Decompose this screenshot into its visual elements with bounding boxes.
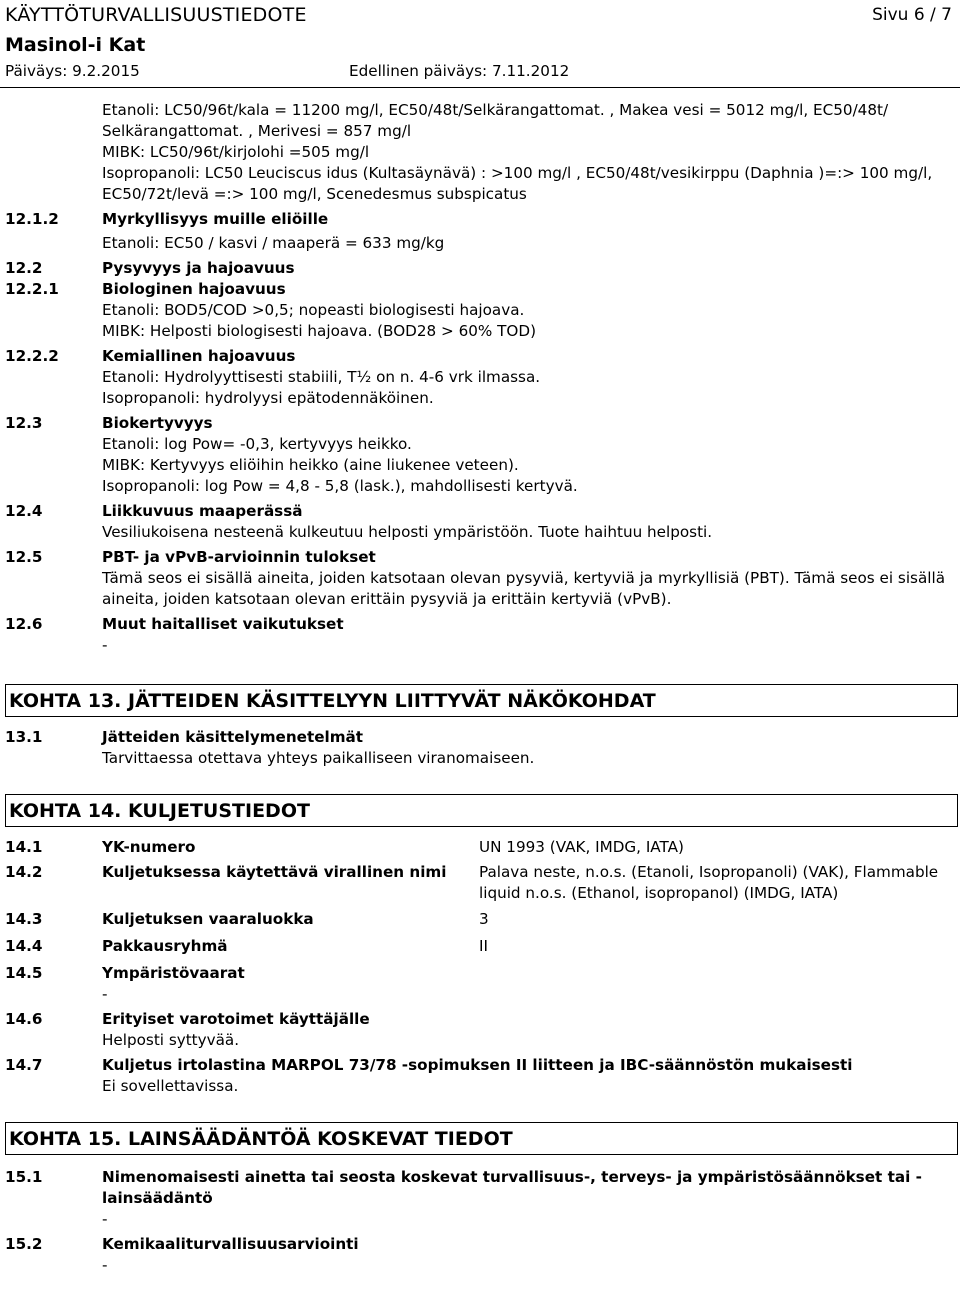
section-content — [102, 1055, 853, 1097]
product-name: Masinol-i Kat — [5, 34, 146, 56]
section-number: 14.6 — [5, 1010, 43, 1028]
document-title: KÄYTTÖTURVALLISUUSTIEDOTE — [5, 4, 307, 26]
section-heading: Biologinen hajoavuus — [102, 280, 286, 298]
section-value: Helposti syttyvää. — [102, 1031, 240, 1049]
section-15-1 — [5, 1167, 960, 1230]
section-content — [102, 209, 444, 254]
section-number: 12.5 — [5, 548, 43, 566]
text-line: EC50/72t/levä =:> 100 mg/l, Scenedesmus subspicatus — [102, 185, 527, 203]
section-12-2-2 — [5, 346, 960, 409]
section-heading: Liikkuvuus maaperässä — [102, 502, 303, 520]
section-content — [102, 547, 960, 610]
section-12-5 — [5, 547, 960, 610]
section-13-banner: KOHTA 13. JÄTTEIDEN KÄSITTELYYN LIITTYVÄT NÄKÖKOHDAT — [5, 684, 958, 717]
section-content — [102, 1167, 942, 1230]
section-heading: Biokertyvyys — [102, 414, 213, 432]
section-number: 13.1 — [5, 728, 43, 746]
previous-date: Edellinen päiväys: 7.11.2012 — [349, 62, 570, 80]
section-12-3 — [5, 413, 960, 497]
section-content — [102, 614, 344, 656]
section-heading: Jätteiden käsittelymenetelmät — [102, 728, 364, 746]
section-12-6 — [5, 614, 960, 656]
section-content — [102, 413, 578, 497]
section-content — [102, 346, 540, 409]
row-label: Kuljetuksessa käytettävä virallinen nimi — [102, 863, 447, 881]
row-value: Palava neste, n.o.s. (Etanoli, Isopropanoli) (VAK), Flammable liquid n.o.s. (Ethanol, isopropanol) (IMDG, IATA) — [479, 863, 939, 902]
text-line: Etanoli: Hydrolyyttisesti stabiili, T½ on n. 4-6 vrk ilmassa. — [102, 368, 541, 386]
row-label: YK-numero — [102, 838, 196, 856]
section-14-5 — [5, 963, 960, 1005]
section-12-4 — [5, 501, 960, 543]
page-header — [5, 2, 952, 81]
date-row — [5, 61, 952, 81]
section-number: 15.2 — [5, 1235, 43, 1253]
section-heading: Myrkyllisyys muille eliöille — [102, 210, 329, 228]
transport-table — [5, 837, 960, 957]
transport-row — [5, 862, 960, 904]
section-number: 15.1 — [5, 1168, 43, 1186]
section-heading: PBT- ja vPvB-arvioinnin tulokset — [102, 548, 376, 566]
text-line: Etanoli: EC50 / kasvi / maaperä = 633 mg/kg — [102, 234, 445, 252]
section-content — [102, 727, 534, 769]
section-number: 12.1.2 — [5, 210, 59, 228]
section-number: 14.5 — [5, 964, 43, 982]
text-line: Isopropanoli: LC50 Leuciscus idus (Kultasäynävä) : >100 mg/l , EC50/48t/vesikirppu (Daphnia )=:> 100 mg/l, — [102, 164, 933, 182]
text-line: MIBK: LC50/96t/kirjolohi =505 mg/l — [102, 143, 370, 161]
text-line: Tarvittaessa otettava yhteys paikalliseen viranomaiseen. — [102, 749, 535, 767]
section-heading: Muut haitalliset vaikutukset — [102, 615, 344, 633]
section-number: 12.3 — [5, 414, 43, 432]
section-12-2-1 — [5, 279, 960, 342]
header-divider — [0, 87, 960, 88]
section-value: - — [102, 1210, 108, 1228]
section-heading: Kemikaaliturvallisuusarviointi — [102, 1235, 359, 1253]
page-number: Sivu 6 / 7 — [872, 5, 952, 25]
text-line: MIBK: Helposti biologisesti hajoava. (BOD28 > 60% TOD) — [102, 322, 537, 340]
row-value: 3 — [479, 910, 489, 928]
section-value: - — [102, 1256, 108, 1274]
section-text: Tämä seos ei sisällä aineita, joiden katsotaan olevan pysyviä, kertyviä ja myrkyllisiä (PBT). Tämä seos ei sisällä aineita, joiden katsotaan olevan erittäin pysyviä ja erittäin kertyviä (vPvB). — [102, 569, 946, 608]
section-12-1-2 — [5, 209, 960, 254]
transport-row — [5, 909, 960, 930]
section-12-2 — [5, 258, 960, 279]
section-content — [102, 279, 536, 342]
section-content — [102, 1009, 370, 1051]
section-content — [102, 963, 245, 1005]
section-number: 12.2.1 — [5, 280, 59, 298]
section-content — [102, 501, 712, 543]
section-15-2 — [5, 1234, 960, 1276]
text-line: MIBK: Kertyvyys eliöihin heikko (aine liukenee veteen). — [102, 456, 519, 474]
section-heading: Pysyvyys ja hajoavuus — [102, 259, 295, 277]
text-line: Etanoli: LC50/96t/kala = 11200 mg/l, EC50/48t/Selkärangattomat. , Makea vesi = 5012 mg/l, EC50/48t/ — [102, 101, 889, 119]
section-number: 12.6 — [5, 615, 43, 633]
section-number: 12.2.2 — [5, 347, 59, 365]
section-content — [102, 1234, 359, 1276]
section-14-6 — [5, 1009, 960, 1051]
document-body — [5, 100, 960, 1276]
row-value: II — [479, 937, 488, 955]
section-number: 12.4 — [5, 502, 43, 520]
row-label: Kuljetuksen vaaraluokka — [102, 910, 314, 928]
row-number: 14.3 — [5, 910, 43, 928]
section-value: - — [102, 985, 108, 1003]
section-value: - — [102, 636, 108, 654]
row-value: UN 1993 (VAK, IMDG, IATA) — [479, 838, 684, 856]
text-line: Isopropanoli: log Pow = 4,8 - 5,8 (lask.), mahdollisesti kertyvä. — [102, 477, 578, 495]
text-line: Vesiliukoisena nesteenä kulkeutuu helposti ympäristöön. Tuote haihtuu helposti. — [102, 523, 713, 541]
section-15-banner: KOHTA 15. LAINSÄÄDÄNTÖÄ KOSKEVAT TIEDOT — [5, 1122, 958, 1155]
section-heading: Ympäristövaarat — [102, 964, 245, 982]
section-13-1 — [5, 727, 960, 769]
text-line: Etanoli: log Pow= -0,3, kertyvyys heikko. — [102, 435, 412, 453]
section-12-1-body — [5, 100, 960, 205]
transport-row — [5, 936, 960, 957]
transport-row — [5, 837, 960, 858]
section-number: 14.7 — [5, 1056, 43, 1074]
section-heading: Nimenomaisesti ainetta tai seosta koskevat turvallisuus-, terveys- ja ympäristösäännökset tai -lainsäädäntö — [102, 1168, 922, 1207]
row-number: 14.2 — [5, 863, 43, 881]
section-number: 12.2 — [5, 259, 43, 277]
section-14-banner: KOHTA 14. KULJETUSTIEDOT — [5, 794, 958, 827]
text-line: Etanoli: BOD5/COD >0,5; nopeasti biologisesti hajoava. — [102, 301, 525, 319]
issue-date: Päiväys: 9.2.2015 — [5, 62, 140, 80]
text-line: Selkärangattomat. , Merivesi = 857 mg/l — [102, 122, 412, 140]
row-number: 14.1 — [5, 838, 43, 856]
section-heading: Kuljetus irtolastina MARPOL 73/78 -sopimuksen II liitteen ja IBC-säännöstön mukaisesti — [102, 1056, 853, 1074]
section-heading: Kemiallinen hajoavuus — [102, 347, 296, 365]
section-value: Ei sovellettavissa. — [102, 1077, 239, 1095]
row-number: 14.4 — [5, 937, 43, 955]
section-heading: Erityiset varotoimet käyttäjälle — [102, 1010, 370, 1028]
row-label: Pakkausryhmä — [102, 937, 228, 955]
section-14-7 — [5, 1055, 960, 1097]
text-line: Isopropanoli: hydrolyysi epätodennäköinen. — [102, 389, 434, 407]
